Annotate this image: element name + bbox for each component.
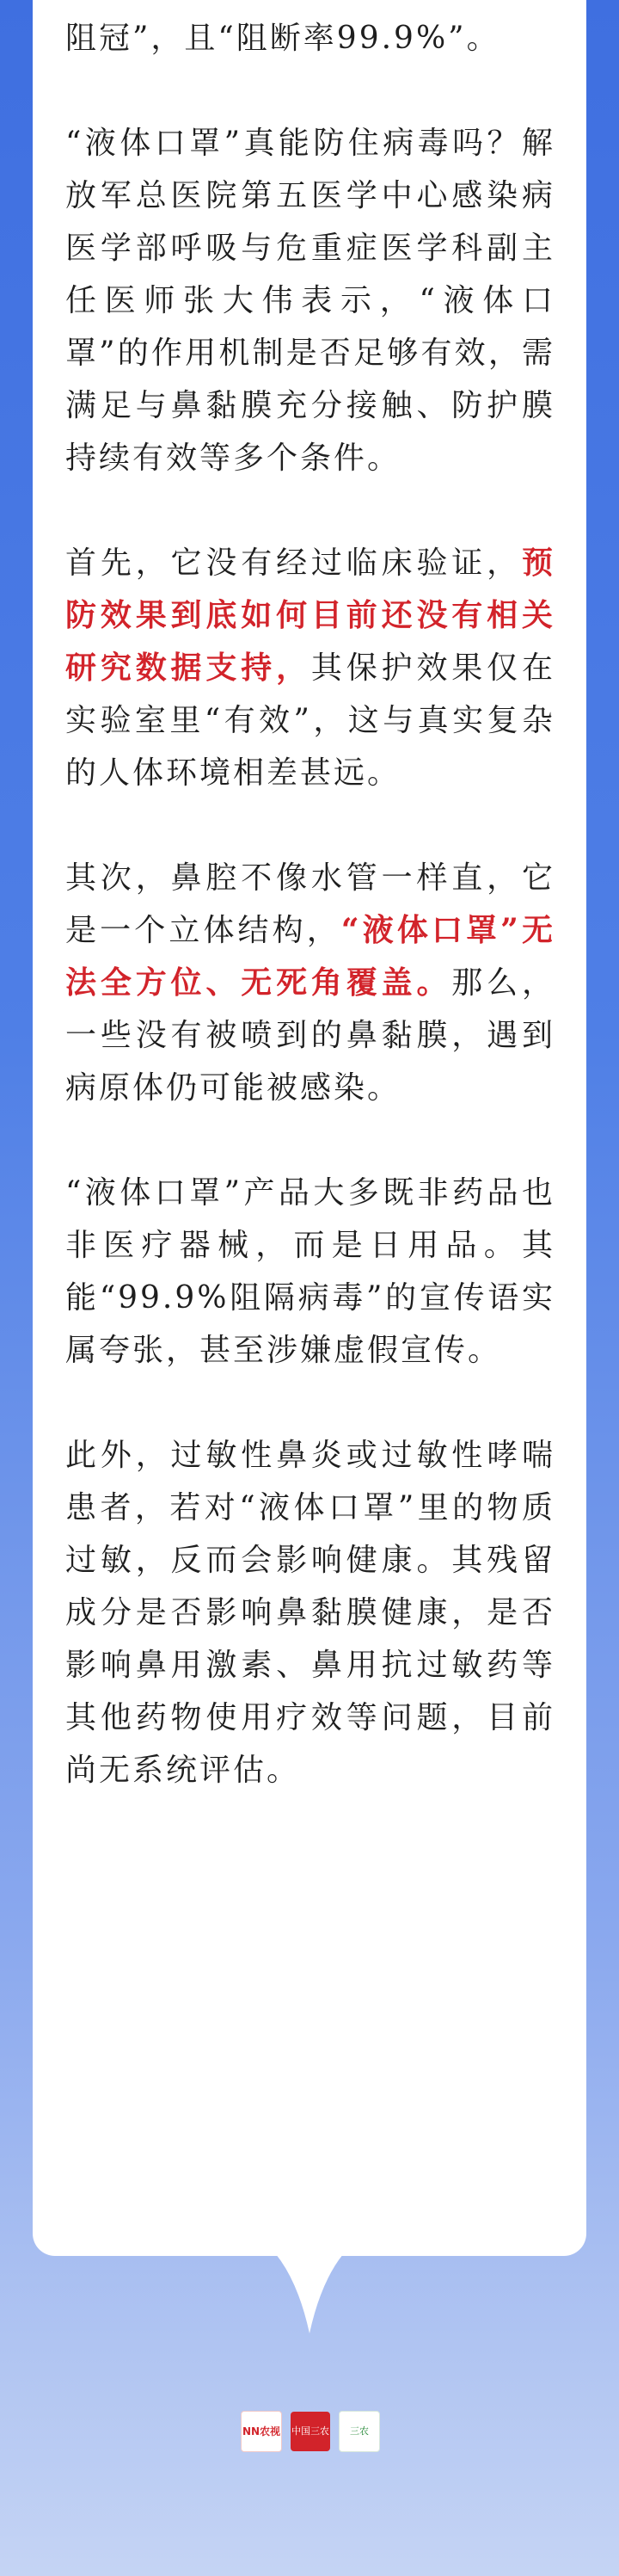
paragraph-product-category	[65, 1167, 555, 1377]
china-sannong-logo: 中国三农	[291, 2412, 330, 2451]
paragraph-text: “液体口罩”真能防住病毒吗？解放军总医院第五医学中心感染病医学部呼吸与危重症医学科副主任医师张大伟表示，“液体口罩”的作用机制是否足够有效，需满足与鼻黏膜充分接触、防护膜持续有效等多个条件。	[65, 126, 555, 476]
footer-logos	[241, 2411, 380, 2452]
paragraph-second-point	[65, 852, 555, 1114]
speech-bubble-tail	[258, 2237, 361, 2333]
paragraph-text: 其次，鼻腔不像水管一样直，它是一个立体结构，	[65, 860, 555, 948]
paragraph-text: “液体口罩”产品大多既非药品也非医疗器械，而是日用品。其能“99.9%阻隔病毒”的宣传语实属夸张，甚至涉嫌虚假宣传。	[65, 1175, 555, 1368]
paragraph-text: 此外，过敏性鼻炎或过敏性哮喘患者，若对“液体口罩”里的物质过敏，反而会影响健康。其残留成分是否影响鼻黏膜健康，是否影响鼻用激素、鼻用抗过敏药等其他药物使用疗效等问题，目前尚无系统评估。	[65, 1438, 555, 1788]
nn-nongbo-logo: NN农视	[241, 2411, 282, 2452]
third-logo: 三农	[339, 2411, 380, 2452]
highlighted-text: “液体口罩”无法全方位、无死角覆盖。	[65, 912, 555, 1001]
paragraph-text: 其保护效果仅在实验室里“有效”，这与真实复杂的人体环境相差甚远。	[65, 650, 555, 791]
paragraph-first-point	[65, 537, 555, 799]
article-body	[65, 0, 555, 1849]
highlighted-text: 预防效果到底如何目前还没有相关研究数据支持，	[65, 545, 555, 686]
paragraph-text: 首先，它没有经过临床验证，	[65, 545, 522, 581]
paragraph-text: 阻冠”，且“阻断率99.9%”。	[65, 21, 500, 56]
paragraph-liquid-mask-question	[65, 117, 555, 484]
paragraph-intro-tail	[65, 12, 555, 65]
paragraph-allergy-warning	[65, 1429, 555, 1796]
paragraph-text: 那么，一些没有被喷到的鼻黏膜，遇到病原体仍可能被感染。	[65, 965, 555, 1106]
